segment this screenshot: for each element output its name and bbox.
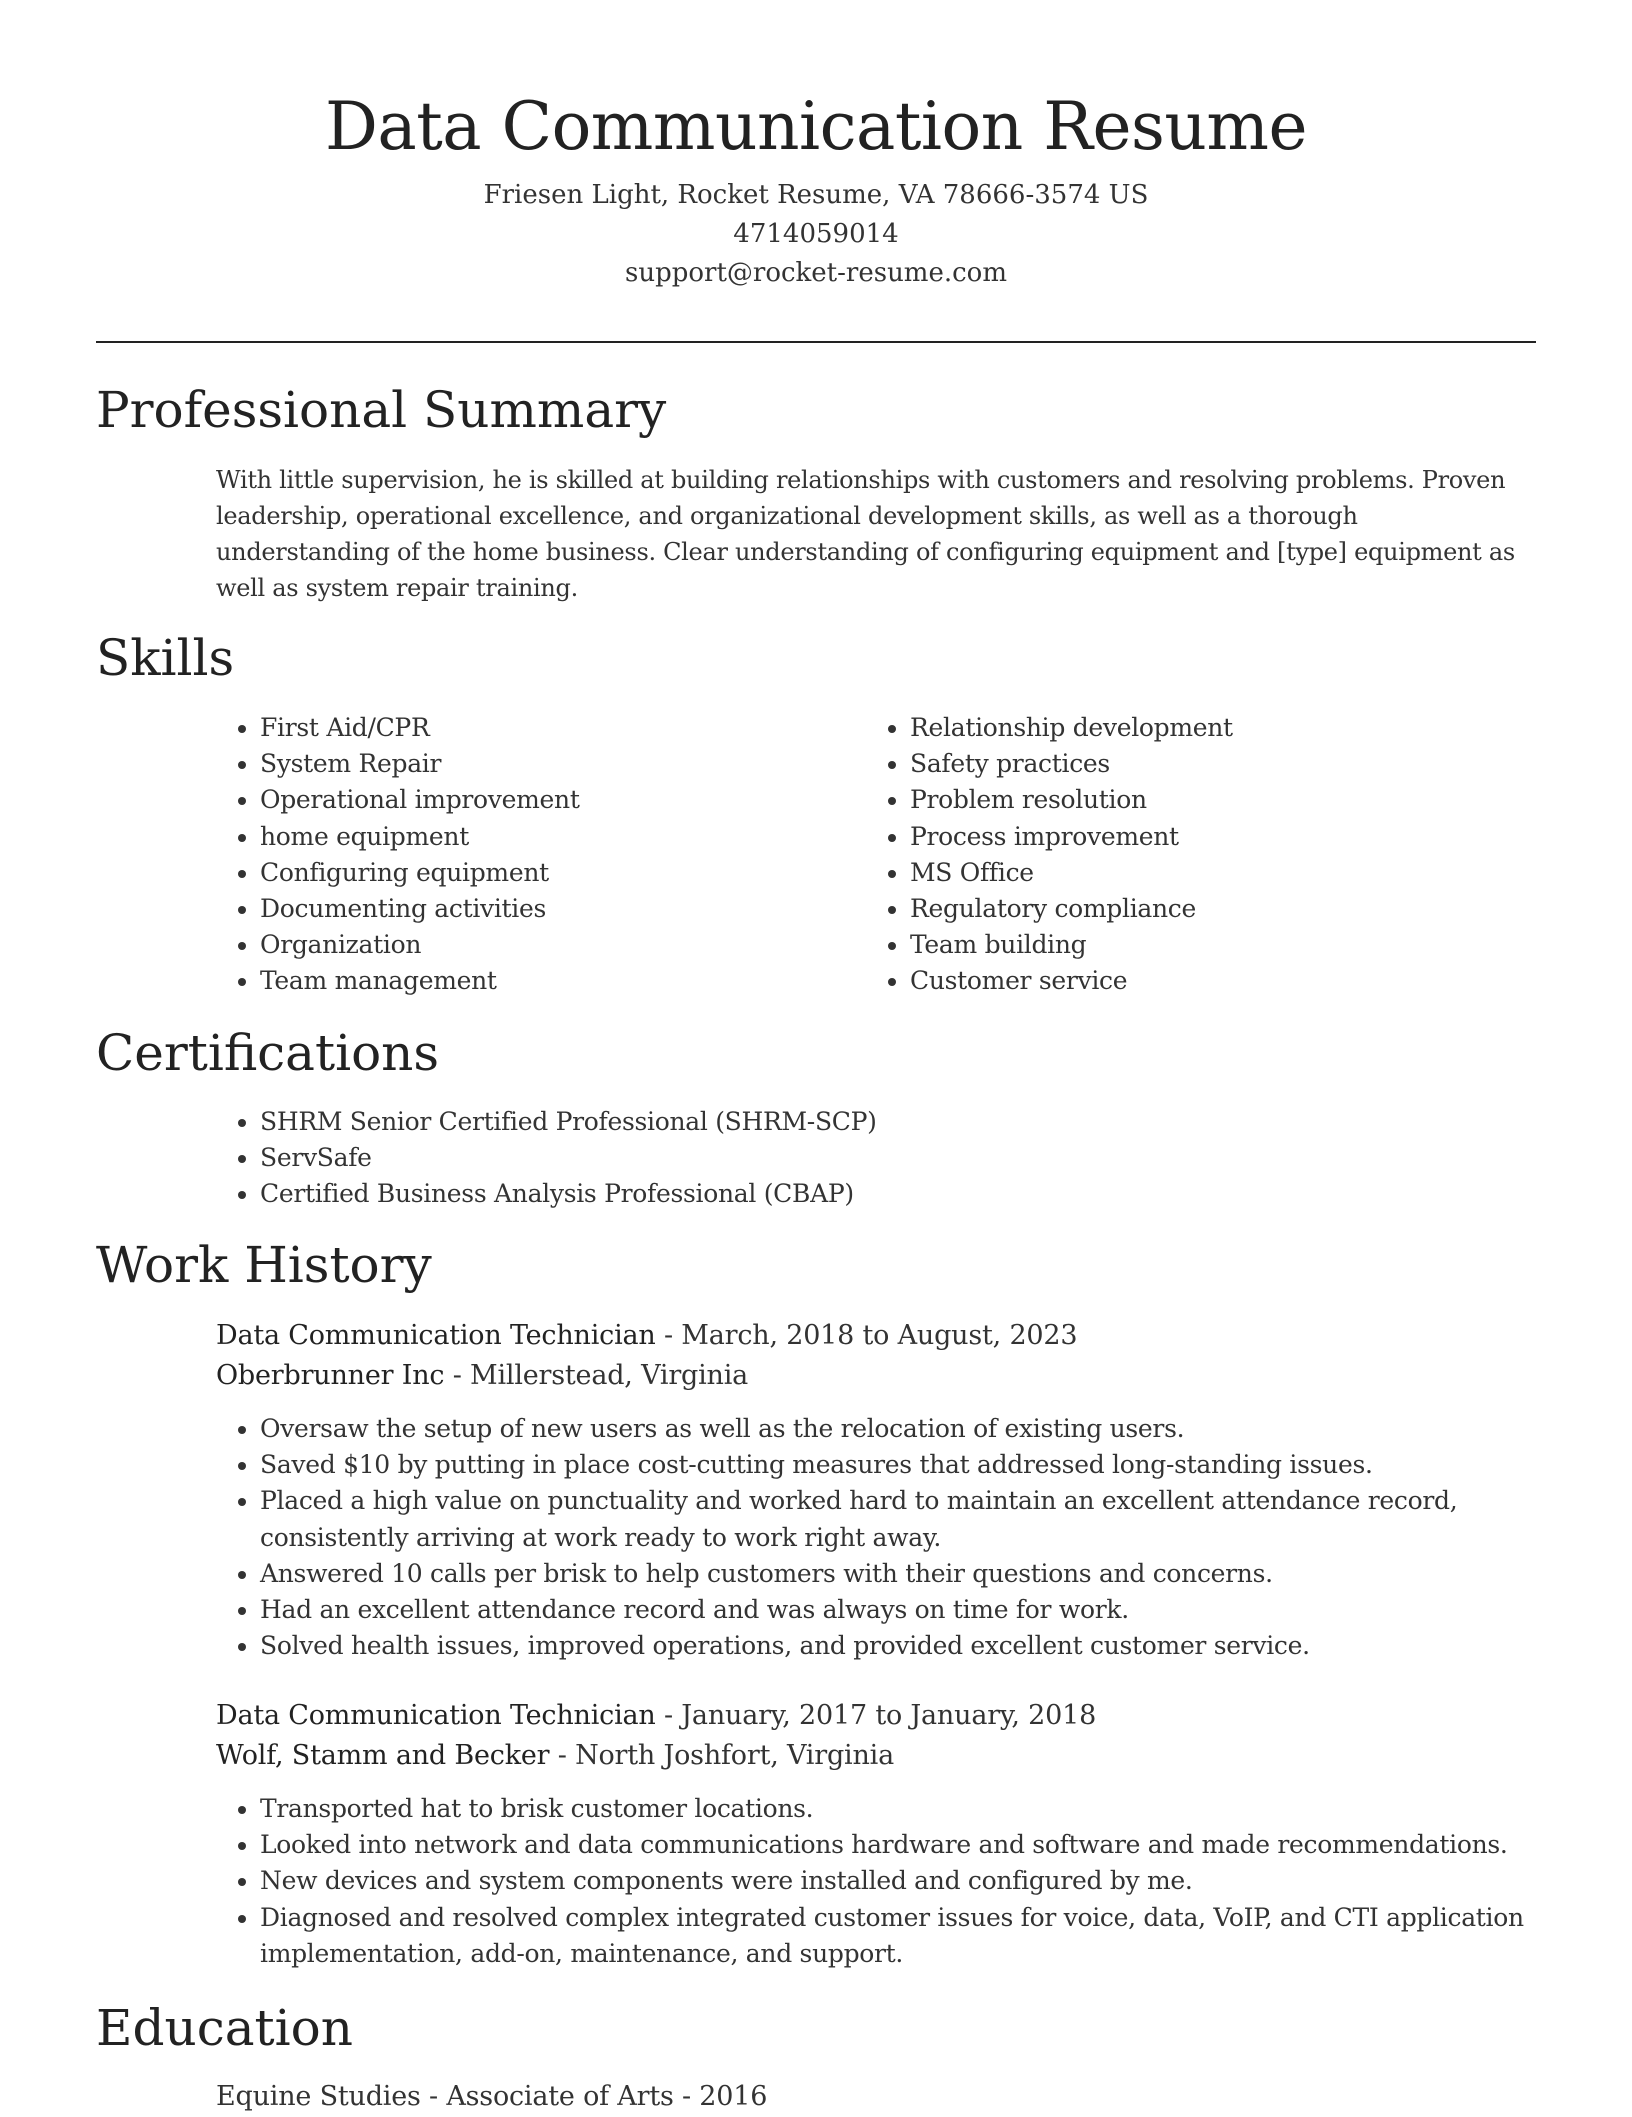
resume-header — [96, 84, 1536, 293]
job-1-duties — [216, 1411, 1540, 1664]
duty-item: • Saved $10 by putting in place cost-cutting measures that addressed long-standing issues. — [260, 1447, 1540, 1483]
skill-item: • Process improvement — [910, 819, 1530, 855]
skill-item: • home equipment — [260, 819, 820, 855]
skill-item: • Relationship development — [910, 710, 1530, 746]
skill-item: • MS Office — [910, 855, 1530, 891]
education-heading: Education — [96, 1999, 353, 2057]
duty-item: • Had an excellent attendance record and was always on time for work. — [260, 1592, 1540, 1628]
certifications-list — [216, 1104, 1560, 1213]
duty-item: • Transported hat to brisk customer locations. — [260, 1791, 1560, 1827]
duty-item: • New devices and system components were installed and configured by me. — [260, 1863, 1560, 1899]
contact-phone: 4714059014 — [733, 219, 899, 249]
skills-heading: Skills — [96, 629, 235, 687]
job-2-company-line — [216, 1736, 894, 1776]
certification-item: • ServSafe — [260, 1140, 1560, 1176]
skill-item: • Team management — [260, 963, 820, 999]
skills-list-right — [866, 710, 1530, 1000]
skill-item: • System Repair — [260, 746, 820, 782]
work-history-heading: Work History — [96, 1236, 432, 1294]
duty-item: • Placed a high value on punctuality and worked hard to maintain an excellent attendance record, consistently arriving at work ready to work right away. — [260, 1483, 1540, 1555]
job-1-title: Data Communication Technician — [216, 1320, 656, 1351]
job-1-company-line — [216, 1356, 748, 1396]
education-entry: Equine Studies - Associate of Arts - 2016 — [216, 2081, 768, 2112]
duty-item: • Oversaw the setup of new users as well as the relocation of existing users. — [260, 1411, 1540, 1447]
duty-item: • Looked into network and data communications hardware and software and made recommendations. — [260, 1827, 1560, 1863]
job-2-dates: - January, 2017 to January, 2018 — [655, 1700, 1097, 1731]
job-1-location: - Millerstead, Virginia — [444, 1360, 749, 1391]
skill-item: • Safety practices — [910, 746, 1530, 782]
duty-item: • Diagnosed and resolved complex integrated customer issues for voice, data, VoIP, and CTI application implementation, add-on, maintenance, and support. — [260, 1900, 1560, 1972]
certification-item: • SHRM Senior Certified Professional (SHRM-SCP) — [260, 1104, 1560, 1140]
skill-item: • First Aid/CPR — [260, 710, 820, 746]
skills-list-left — [216, 710, 820, 1000]
summary-heading: Professional Summary — [96, 381, 667, 439]
skill-item: • Team building — [910, 927, 1530, 963]
skill-item: • Customer service — [910, 963, 1530, 999]
duty-item: • Solved health issues, improved operations, and provided excellent customer service. — [260, 1628, 1540, 1664]
resume-title: Data Communication Resume — [324, 88, 1308, 165]
contact-block — [96, 176, 1536, 293]
contact-address: Friesen Light, Rocket Resume, VA 78666-3574 US — [483, 180, 1149, 210]
job-1-title-line — [216, 1316, 1077, 1356]
skill-item: • Regulatory compliance — [910, 891, 1530, 927]
job-2-title: Data Communication Technician — [216, 1700, 656, 1731]
skill-item: • Problem resolution — [910, 782, 1530, 818]
job-1-dates: - March, 2018 to August, 2023 — [655, 1320, 1078, 1351]
contact-email: support@rocket-resume.com — [624, 258, 1007, 288]
summary-text: With little supervision, he is skilled at building relationships with customers and resolving problems. Proven leadership, operational excellence, and organizational development skills, as well as a thorough understanding of the home business. Clear understanding of configuring equipment and [type] equipment as well as system repair training. — [216, 466, 1515, 602]
skill-item: • Operational improvement — [260, 782, 820, 818]
skill-item: • Configuring equipment — [260, 855, 820, 891]
skill-item: • Documenting activities — [260, 891, 820, 927]
certification-item: • Certified Business Analysis Professional (CBAP) — [260, 1176, 1560, 1212]
certifications-heading: Certifications — [96, 1024, 440, 1082]
job-2-title-line — [216, 1696, 1096, 1736]
duty-item: • Answered 10 calls per brisk to help customers with their questions and concerns. — [260, 1556, 1540, 1592]
job-2-duties — [216, 1791, 1560, 1972]
job-2-company: Wolf, Stamm and Becker — [216, 1740, 550, 1771]
job-1-company: Oberbrunner Inc — [216, 1360, 445, 1391]
skill-item: • Organization — [260, 927, 820, 963]
header-divider — [96, 341, 1536, 343]
job-2-location: - North Joshfort, Virginia — [549, 1740, 894, 1771]
